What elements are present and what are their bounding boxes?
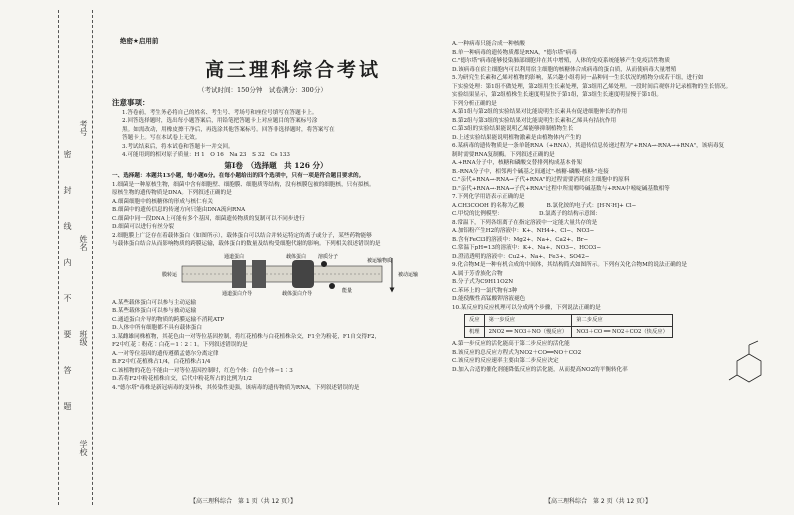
text-line: D.若将F2中粉花植株自交，后代中粉花所占的比例为1/2 (112, 376, 252, 382)
seal-char: 线 (63, 222, 72, 236)
text-line: 下列分析正确的是 (452, 100, 497, 107)
text-line: 2.细胞膜上广泛存在着载体蛋白（如图所示），载体蛋白可以结合并转运特定的离子或分子，某些药物能够 (112, 232, 372, 239)
text-line: 3.某雌雄同株植物，其花色由一对等位基因控制，将红花植株与白花植株杂交，F1全为粉花，F1自交得F2， (112, 333, 381, 340)
text-line: 10.某反应的反应机理可以分成两个步骤，下列说法正确的是 (452, 304, 601, 311)
question-block-3 (452, 40, 784, 312)
binding-label-name: 姓名 (79, 235, 88, 251)
text-line: 实验结果显示，第2组植株生长速度明显快于第1组，第3组生长速度明显慢于第1组。 (452, 92, 663, 98)
fig-label-channel-mediated: 通道蛋白介导 (222, 290, 253, 296)
fig-label-channel: 通道蛋白 (224, 253, 245, 260)
seal-char: 要 (63, 330, 72, 344)
text-line: C.苯环上的一氯代物有3种 (452, 287, 518, 294)
text-line: D.人体中所有细胞都不具有载体蛋白 (112, 325, 202, 331)
seal-char: 内 (63, 258, 72, 272)
table-header-reaction: 反应 (465, 315, 485, 327)
text-line: A.+RNA分子中，核糖和磷酸交替排列构成基本骨架 (452, 160, 582, 166)
secret-mark: 绝密★启用前 (120, 37, 159, 45)
seal-char: 题 (63, 402, 72, 416)
membrane-diagram (162, 252, 422, 296)
exam-subtitle: （考试时间：150分钟 试卷满分：300分） (198, 86, 327, 94)
footer-page-1: 【高三理科综合 第 1 页（共 12 页）】 (190, 498, 297, 505)
text-line: C.细菌中同一段DNA上可能有多个基因，细菌遗传物质的复制可以不同步进行 (112, 215, 305, 222)
text-line: 下实验处理：第1组不做处理，第2组用生长素处理，第3组用乙烯处理。一段时间后观察并记录植物的生长情况。 (452, 83, 732, 90)
text-line: B.单一种病毒的遗传物质都是RNA，"德尔塔"病毒 (452, 49, 577, 56)
question-block-1 (112, 181, 440, 249)
text-line: C.常温下pH=13的溶液中：K+、Na+、NO3−、HCO3− (452, 245, 602, 251)
carrier-protein-shape (292, 260, 314, 288)
text-line: 2.回答选择题时，选出每小题答案后，用铅笔把答题卡上对应题目的答案标号涂 (122, 118, 318, 124)
text-line: C.甲烷的比例模型： D.氯离子的结构示意图： (452, 211, 601, 217)
text-line: D.细菌可以进行有丝分裂 (112, 224, 175, 230)
table-row-label: 机理 (465, 326, 485, 338)
fig-label-transport: 膜转运 (162, 271, 178, 278)
text-line: C.通道蛋白介导的物质的跨膜运输不消耗ATP (112, 316, 225, 323)
page-title: 高三理科综合考试 (205, 59, 382, 81)
channel-protein-shape (232, 260, 246, 288)
section-intro: 一、选择题：本题共13小题，每小题6分。在每小题给出的四个选项中，只有一项是符合题目要求的。 (112, 173, 365, 179)
text-line: 答题卡上。写在本试卷上无效。 (122, 135, 201, 141)
seal-char: 密 (63, 150, 72, 164)
text-line: D.该病毒在宿主细胞内可以利用宿主细胞的核糖体合成病毒的蛋白质，从而使病毒大量增殖 (452, 66, 677, 73)
text-line: C.第3组的实验结果能说明乙烯能够抑制植物生长 (452, 126, 574, 132)
text-line: 制时需要RNA复制酶。下列叙述正确的是 (452, 151, 555, 158)
text-line: 黑。如需改动，用橡皮擦干净后，再选涂其他答案标号。回答非选择题时，将答案写在 (122, 126, 335, 133)
text-line: 与载体蛋白结合从而影响物质的跨膜运输，载体蛋白的数量及结构受细胞代谢的影响。下列相关叙述错误的是 (112, 241, 381, 247)
binding-label-examno: 考号 (79, 120, 88, 136)
cut-line-outer (92, 10, 93, 505)
membrane-transport-figure (162, 252, 422, 296)
text-line: D.能使酸性高锰酸钾溶液褪色 (452, 296, 526, 302)
text-line: 6.某病毒的遗传物质是一条单链RNA（+RNA），其遗传信息传递过程为"+RNA→-RNA→+RNA"，该病毒复 (452, 143, 725, 149)
seal-char: 不 (63, 294, 72, 308)
seal-line-text (62, 150, 72, 450)
section-heading: 第Ⅰ卷 （选择题 共 126 分） (224, 160, 328, 170)
reaction-mechanism-table (464, 314, 673, 338)
text-line: 7.下列化学用语表示正确的是 (452, 194, 525, 200)
text-line: 4.可能用到的相对原子质量：H 1 O 16 Na 23 S 32 Cs 133 (122, 152, 290, 158)
fig-label-energy: 能量 (342, 287, 353, 294)
text-line: B.细菌中的遗传信息的传递方向只能由DNA流向RNA (112, 207, 246, 213)
text-line: B.某些载体蛋白可以参与被动运输 (112, 308, 197, 314)
text-line: C.该反应的反应速率主要由第二步反应决定 (452, 358, 559, 364)
fig-label-carrier-mediated: 载体蛋白介导 (282, 290, 313, 296)
table-header-step1: 第一步反应 (484, 315, 572, 327)
text-line: 5.为研究生长素和乙烯对植物的影响，某兴趣小组将同一品种同一生长状况的植物分成若干组，进行如 (452, 75, 704, 81)
text-line: F2中红花∶粉花∶白花＝1∶2∶1。下列叙述错误的是 (112, 342, 248, 348)
text-line: D.上述实验结果能说明植物激素是由植物体内产生的 (452, 134, 582, 141)
cut-line-inner (58, 10, 59, 505)
footer-page-2: 【高三理科综合 第 2 页（共 12 页）】 (545, 498, 652, 505)
notes-heading: 注意事项： (112, 98, 150, 107)
text-line: C."德尔塔"病毒能够侵染肺部细胞并在其中增殖，人体的免疫系统能够产生免疫活性物质 (452, 58, 670, 64)
text-line: B.含有FeCl3的溶液中：Mg2+、Na+、Ca2+、Br− (452, 236, 589, 243)
text-line: 3.考试结束后，将本试卷和答题卡一并交回。 (122, 143, 234, 150)
text-line: 8.常温下，下列各组离子在指定溶液中一定能大量共存的是 (452, 219, 598, 226)
text-line: C.该植物的花色不能由一对等位基因控制时，红色个体：白色个体＝1∶3 (112, 367, 293, 374)
seal-char: 封 (63, 186, 72, 200)
fig-label-passive: 被动运输 (398, 271, 419, 278)
text-line: 4."德尔塔"毒株是新冠病毒的变异株，其传染性更强，该病毒的遗传物质为RNA，下列叙述错误的是 (112, 384, 360, 391)
fig-label-substance: 被运输物质 (367, 257, 393, 264)
text-line: A.CH3COOH 的名称为乙酸 B.氯化铵的电子式：[H∶N∶H]+ Cl− (452, 202, 637, 209)
text-line: C."亲代+RNA→-RNA→子代+RNA"的过程需要消耗宿主细胞中的原料 (452, 177, 630, 183)
text-line: D.澄清透明的溶液中：Cu2+、Na+、Fe3+、SO42− (452, 253, 590, 260)
text-line: A.一种病毒只能合成一种核酸 (452, 41, 525, 47)
question-block-2 (112, 299, 440, 393)
compound-m-structure (726, 340, 772, 390)
text-line: 1.细菌是一种原核生物，细菌中含有细胞壁、细胞膜、细胞质等结构，没有核膜包被的细胞核，只有拟核。 (112, 181, 375, 188)
table-cell-step2: NO3＋CO ══ NO2＋CO2（快反应） (572, 326, 673, 338)
text-line: D.加入合适的催化剂能降低反应的活化能，从而提高NO2的平衡转化率 (452, 366, 628, 373)
text-line: A.属于芳香族化合物 (452, 270, 503, 277)
text-line: 1.答卷前，考生务必将自己的姓名、考生号、考场号和座位号填写在答题卡上。 (122, 109, 318, 116)
notes-list (112, 109, 440, 160)
text-line: B.分子式为C9H11O2N (452, 279, 514, 285)
table-header-step2: 第二步反应 (572, 315, 673, 327)
right-column (452, 40, 784, 495)
text-line: B.第2组与第3组的实验结果对比能说明生长素和乙烯具有拮抗作用 (452, 117, 617, 124)
text-line: A.第1组与第2组的实验结果对比能说明生长素具有促进细胞伸长的作用 (452, 109, 628, 115)
seal-char: 答 (63, 366, 72, 380)
text-line: A.第一步反应的活化能高于第二步反应的活化能 (452, 341, 570, 347)
text-line: A.某些载体蛋白可以参与主动运输 (112, 299, 197, 306)
fig-label-solute: 溶质分子 (318, 253, 339, 260)
text-line: B.F2中红花植株占1/4，白花植株占1/4 (112, 359, 211, 365)
text-line: D."亲代+RNA→-RNA→子代+RNA"过程中所需嘌呤碱基数与+RNA中嘧啶碱基数相等 (452, 185, 670, 192)
text-line: 9.化合物M是一种有机合成的中间体，其结构简式如图所示。下列有关化合物M的说法正确的是 (452, 262, 687, 268)
text-line: A.细菌细胞中的核糖体的形成与核仁有关 (112, 198, 213, 205)
table-cell-step1: 2NO2 ══ NO3＋NO（慢反应） (484, 326, 572, 338)
left-column (112, 97, 440, 492)
text-line: A.一对等位基因的遗传遵循孟德尔分离定律 (112, 350, 219, 357)
binding-strip (0, 0, 100, 515)
binding-label-school: 学校 (79, 440, 88, 456)
text-line: B.-RNA分子中，相邻两个碱基之间通过"-核糖-磷酸-核糖-"连接 (452, 168, 609, 175)
binding-label-class: 班级 (79, 330, 88, 346)
solute-dot (321, 261, 327, 267)
text-line: B.该反应的总反应方程式为NO2＋CO══NO＋CO2 (452, 349, 582, 356)
fig-label-carrier: 载体蛋白 (286, 253, 307, 260)
text-line: 原核生物的遗传物质是DNA。下列叙述正确的是 (112, 190, 232, 196)
text-line: A.加铝粉产生H2的溶液中：K+、NH4+、Cl−、NO3− (452, 228, 595, 234)
